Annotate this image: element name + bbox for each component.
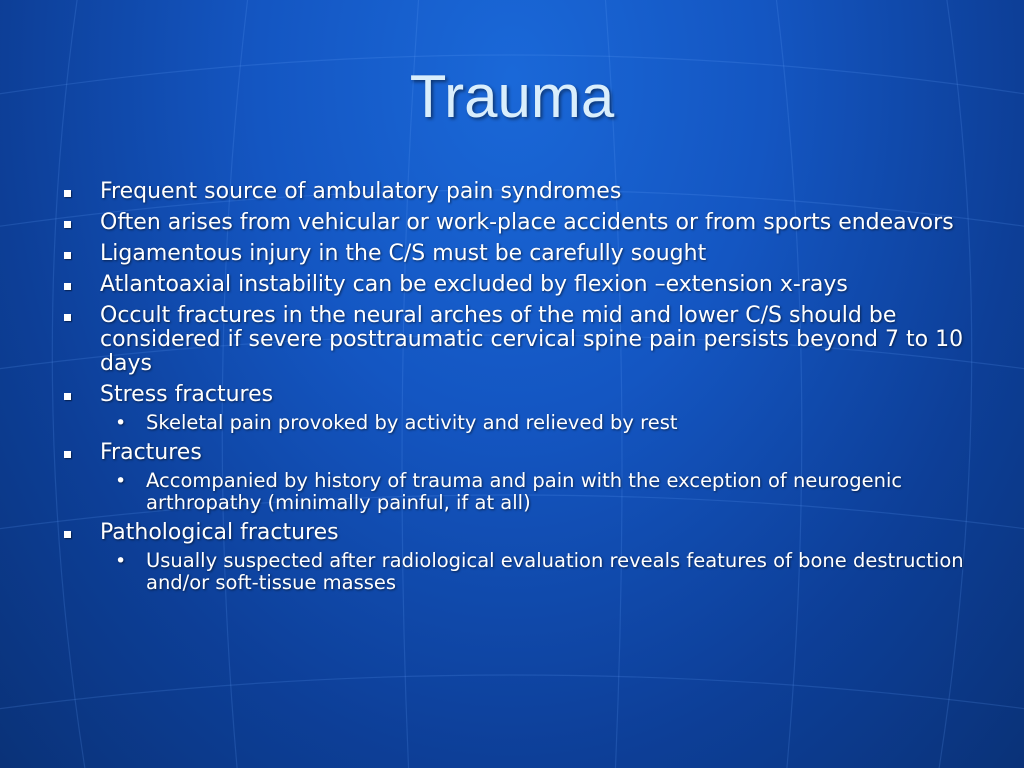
square-bullet-icon <box>64 221 71 228</box>
square-bullet-icon <box>64 451 71 458</box>
bullet-text: Pathological fractures <box>100 520 339 545</box>
bullet-list <box>60 180 980 594</box>
bullet-item <box>60 383 980 407</box>
round-bullet-icon: • <box>115 412 127 434</box>
bullet-text: Fractures <box>100 440 202 465</box>
square-bullet-icon <box>64 531 71 538</box>
sub-bullet-text: Accompanied by history of trauma and pain with the exception of neurogenic arthropathy (minimally painful, if at all) <box>146 469 903 514</box>
sub-bullet-item <box>60 470 980 514</box>
bullet-item <box>60 273 980 297</box>
square-bullet-icon <box>64 190 71 197</box>
sub-bullet-text: Usually suspected after radiological evaluation reveals features of bone destruction and/or soft-tissue masses <box>146 549 964 594</box>
square-bullet-icon <box>64 283 71 290</box>
bullet-text: Often arises from vehicular or work-place accidents or from sports endeavors <box>100 210 954 235</box>
bullet-item <box>60 441 980 465</box>
bullet-item <box>60 180 980 204</box>
sub-bullet-item <box>60 412 980 434</box>
square-bullet-icon <box>64 252 71 259</box>
bullet-text: Frequent source of ambulatory pain syndromes <box>100 179 622 204</box>
bullet-item <box>60 521 980 545</box>
bullet-text: Atlantoaxial instability can be excluded by flexion –extension x-rays <box>100 272 848 297</box>
bullet-text: Ligamentous injury in the C/S must be carefully sought <box>100 241 707 266</box>
square-bullet-icon <box>64 314 71 321</box>
round-bullet-icon: • <box>115 550 127 572</box>
sub-bullet-text: Skeletal pain provoked by activity and relieved by rest <box>146 411 678 434</box>
bullet-item <box>60 211 980 235</box>
bullet-item <box>60 304 980 376</box>
sub-bullet-item <box>60 550 980 594</box>
round-bullet-icon: • <box>115 470 127 492</box>
bullet-text: Stress fractures <box>100 382 274 407</box>
bullet-item <box>60 242 980 266</box>
square-bullet-icon <box>64 393 71 400</box>
slide-title: Trauma <box>409 63 615 130</box>
bullet-text: Occult fractures in the neural arches of the mid and lower C/S should be considered if severe posttraumatic cervical spine pain persists beyond 7 to 10 days <box>100 303 964 376</box>
